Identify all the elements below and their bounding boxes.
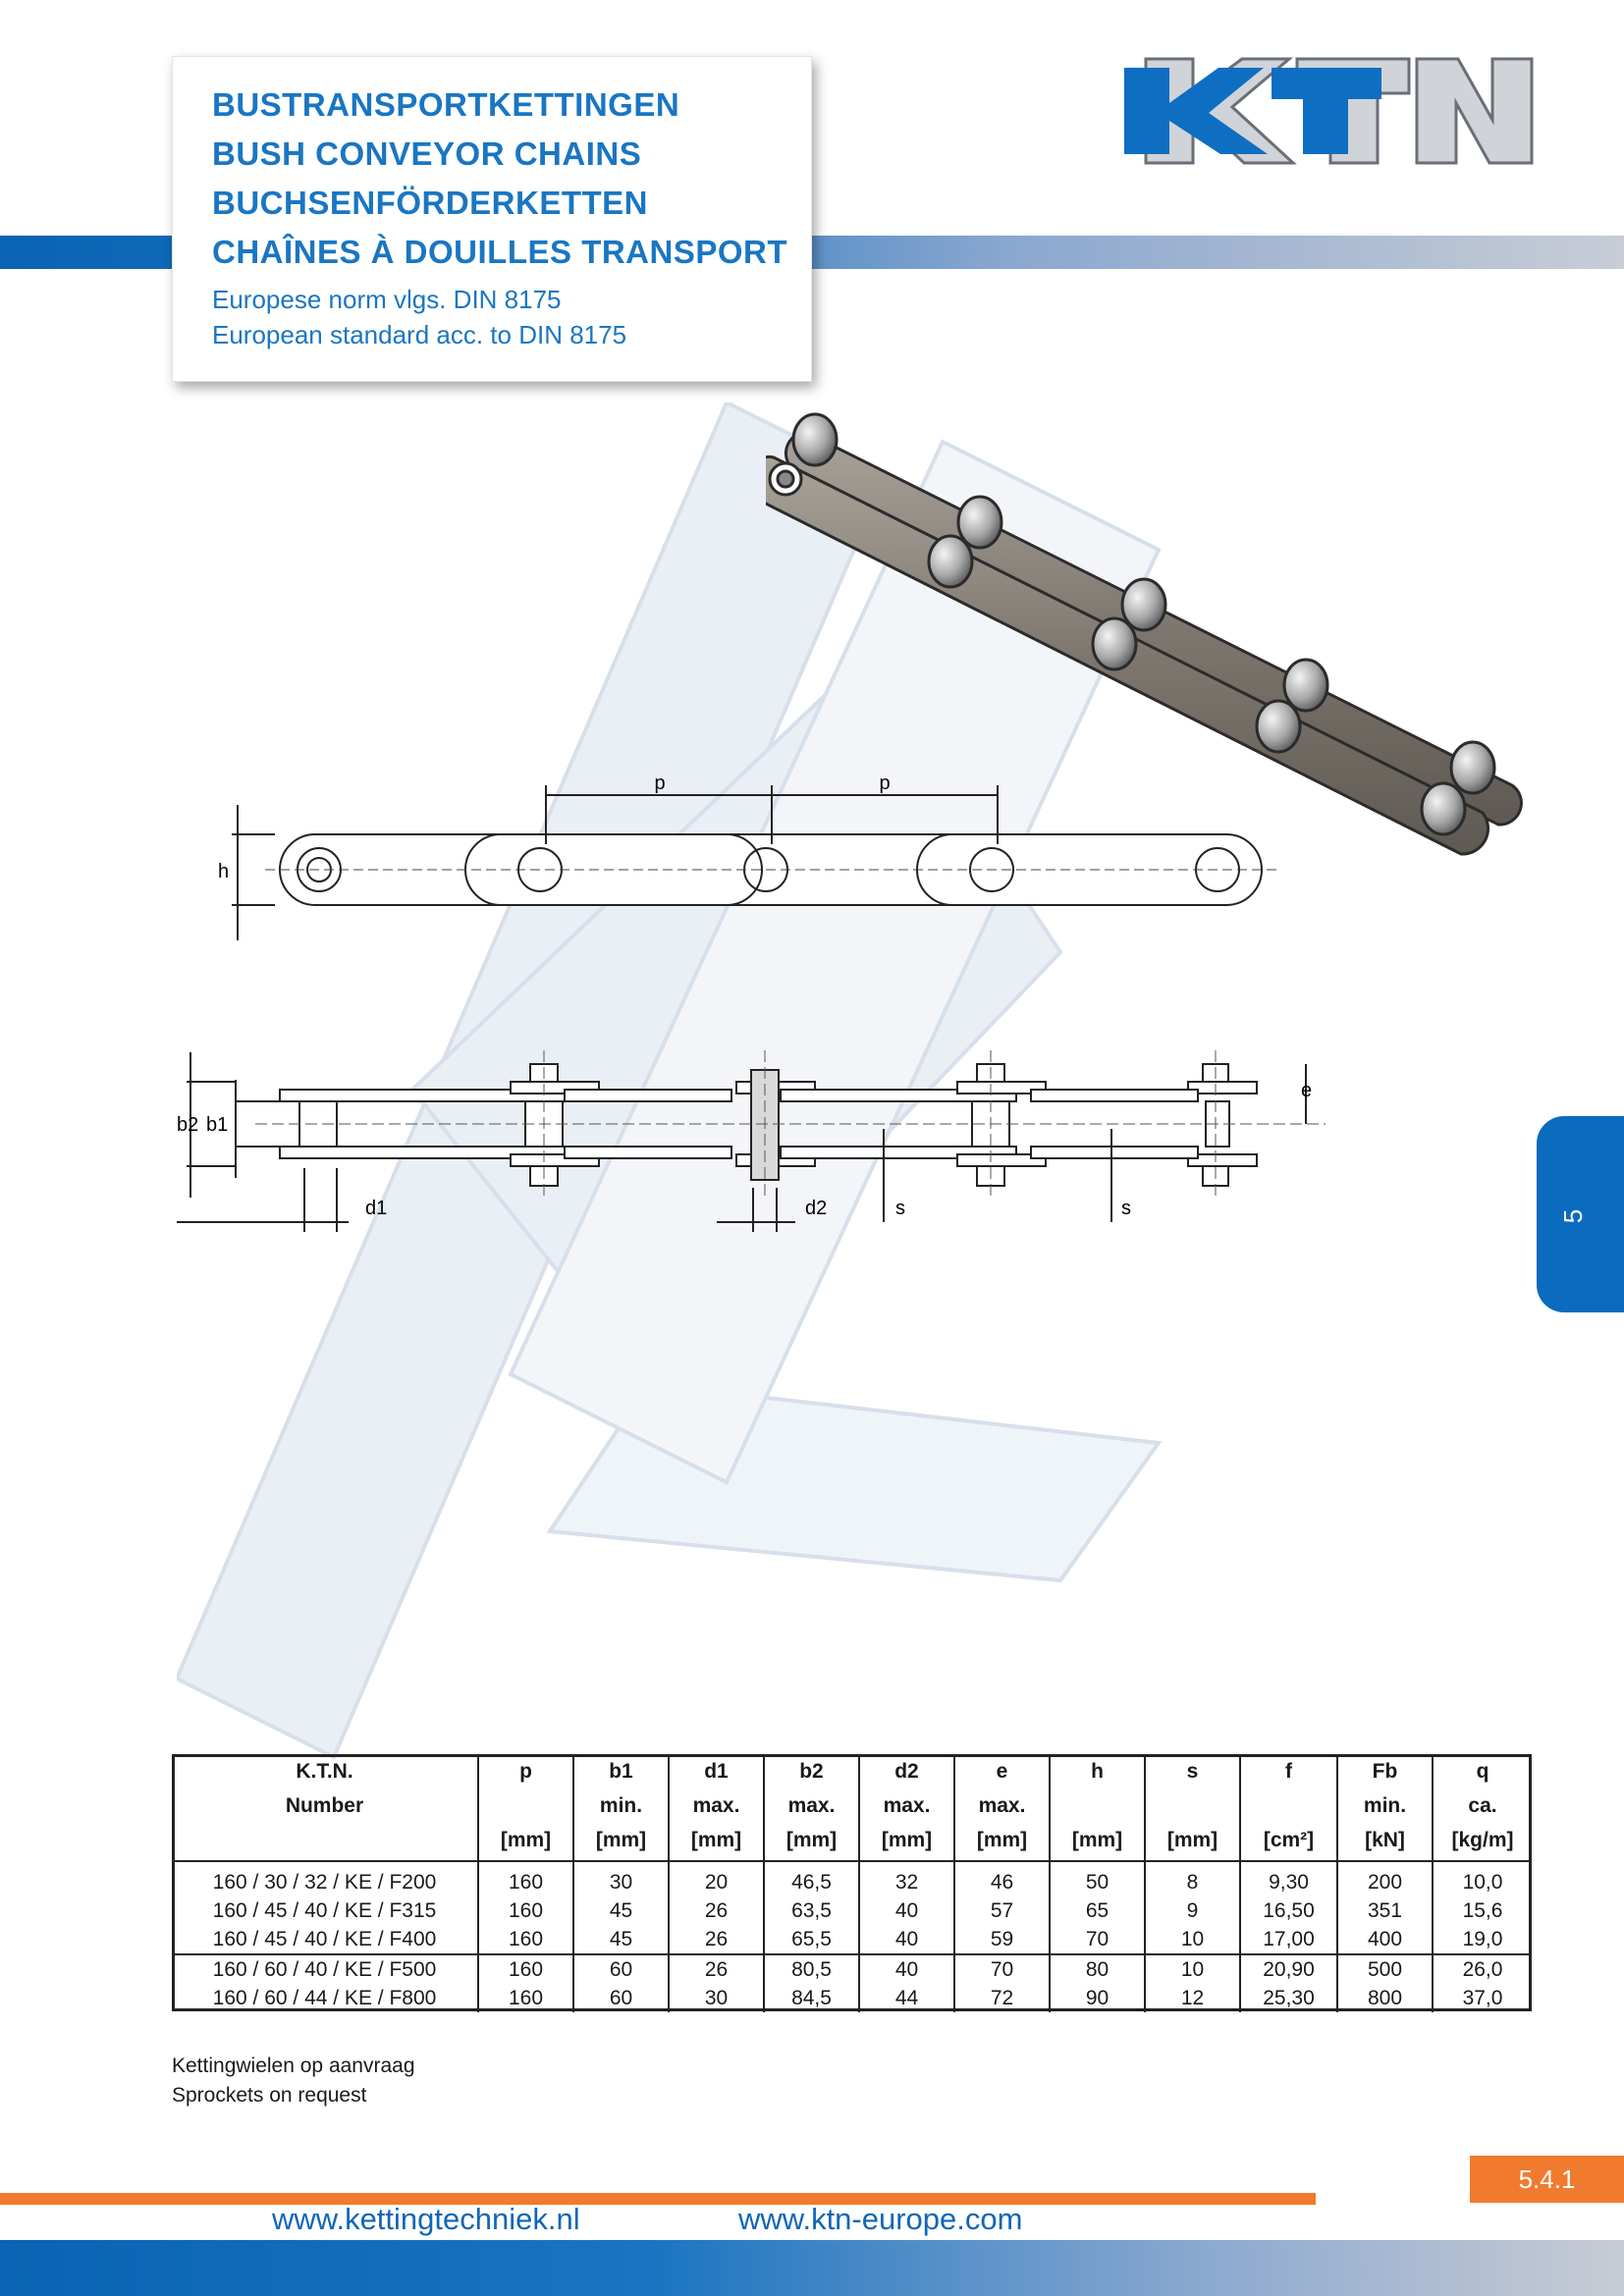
- table-row: 160 / 60 / 40 / KE / F500 160 60 26 80,5 40 70 80 10 20,90 500 26,0: [172, 1954, 1532, 1984]
- dim-label-s1: s: [895, 1198, 905, 1219]
- subtitle-english: European standard acc. to DIN 8175: [212, 320, 627, 349]
- dim-label-b2: b2: [177, 1114, 199, 1136]
- ktn-logo: [1124, 56, 1537, 166]
- dim-label-s2: s: [1121, 1198, 1131, 1219]
- footer-band: [0, 2240, 1624, 2296]
- dim-label-d2: d2: [805, 1198, 828, 1219]
- subtitle-dutch: Europese norm vlgs. DIN 8175: [212, 285, 562, 314]
- col-header-p: p [mm]: [478, 1754, 573, 1861]
- table-row: 160 / 60 / 44 / KE / F800 160 60 30 84,5 44 72 90 12 25,30 800 37,0: [172, 1984, 1532, 2012]
- title-english: BUSH CONVEYOR CHAINS: [212, 135, 642, 172]
- col-header-fb: Fb min. [kN]: [1337, 1754, 1433, 1861]
- section-tab-label: 5: [1558, 1208, 1588, 1224]
- side-view-drawing: [216, 766, 1316, 942]
- col-header-f: f [cm²]: [1240, 1754, 1337, 1861]
- note-english: Sprockets on request: [172, 2084, 367, 2107]
- top-view-drawing: [177, 1041, 1335, 1256]
- col-header-d2: d2 max. [mm]: [859, 1754, 954, 1861]
- col-header-b1: b1 min. [mm]: [573, 1754, 669, 1861]
- table-row: 160 / 30 / 32 / KE / F200 160 30 20 46,5 32 46 50 8 9,30 200 10,0: [172, 1861, 1532, 1896]
- table-header-row: [172, 1754, 1532, 1861]
- col-header-e: e max. [mm]: [954, 1754, 1050, 1861]
- col-header-q: q ca. [kg/m]: [1433, 1754, 1532, 1861]
- table-row: 160 / 45 / 40 / KE / F315 160 45 26 63,5 40 57 65 9 16,50 351 15,6: [172, 1896, 1532, 1925]
- link-kettingtechniek[interactable]: www.kettingtechniek.nl: [272, 2202, 580, 2236]
- table-row: 160 / 45 / 40 / KE / F400 160 45 26 65,5 40 59 70 10 17,00 400 19,0: [172, 1925, 1532, 1954]
- col-header-ktn: K.T.N. Number: [172, 1754, 478, 1861]
- title-french: CHAÎNES À DOUILLES TRANSPORT: [212, 234, 788, 270]
- title-german: BUCHSENFÖRDERKETTEN: [212, 185, 649, 221]
- page-number: 5.4.1: [1470, 2156, 1624, 2203]
- dim-label-p2: p: [879, 773, 891, 794]
- col-header-s: s [mm]: [1145, 1754, 1240, 1861]
- notes: [172, 2052, 415, 2110]
- link-ktn-europe[interactable]: www.ktn-europe.com: [738, 2202, 1023, 2236]
- dim-label-p1: p: [654, 773, 666, 794]
- dim-label-e: e: [1301, 1080, 1313, 1101]
- note-dutch: Kettingwielen op aanvraag: [172, 2055, 415, 2077]
- col-header-b2: b2 max. [mm]: [764, 1754, 859, 1861]
- spec-table: [172, 1754, 1532, 2012]
- title-box: [172, 56, 812, 382]
- col-header-d1: d1 max. [mm]: [669, 1754, 764, 1861]
- dim-label-b1: b1: [206, 1114, 229, 1136]
- dim-label-d1: d1: [365, 1198, 388, 1219]
- col-header-h: h [mm]: [1050, 1754, 1145, 1861]
- footer-orange-rule: [0, 2193, 1316, 2205]
- title-dutch: BUSTRANSPORTKETTINGEN: [212, 86, 680, 123]
- dim-label-h: h: [218, 861, 230, 882]
